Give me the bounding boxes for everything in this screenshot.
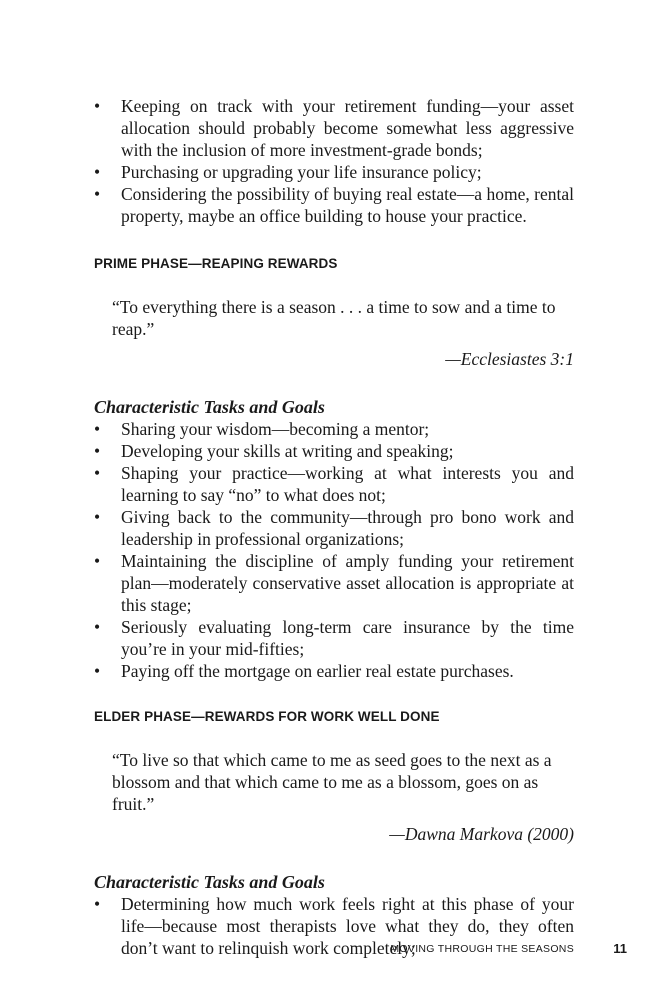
list-item xyxy=(94,616,574,660)
list-item-text: Determining how much work feels right at this phase of your life—because most therapists love what they do, they often don’t want to relinquish work completely; xyxy=(121,894,574,958)
list-item xyxy=(94,161,574,183)
list-item xyxy=(94,183,574,227)
page-body xyxy=(94,95,574,959)
bullet-icon: • xyxy=(94,507,101,527)
elder-epigraph-quote: “To live so that which came to me as seed goes to the next as a blossom and that which came to me as a blossom, goes on as fruit.” xyxy=(112,750,552,814)
bullet-icon: • xyxy=(94,661,101,681)
bullet-icon: • xyxy=(94,419,101,439)
list-item-text: Developing your skills at writing and speaking; xyxy=(121,441,454,461)
prime-phase-heading: PRIME PHASE—REAPING REWARDS xyxy=(94,256,338,271)
list-item-text: Considering the possibility of buying real estate—a home, rental property, maybe an office building to house your practice. xyxy=(121,184,574,226)
list-item xyxy=(94,506,574,550)
page-number: 11 xyxy=(613,941,627,956)
list-item-text: Maintaining the discipline of amply funding your retirement plan—moderately conservative asset allocation is appropriate at this stage; xyxy=(121,551,574,615)
list-item-text: Giving back to the community—through pro bono work and leadership in professional organizations; xyxy=(121,507,574,549)
list-item-text: Sharing your wisdom—becoming a mentor; xyxy=(121,419,430,439)
intro-bullet-list xyxy=(94,95,574,227)
list-item-text: Paying off the mortgage on earlier real estate purchases. xyxy=(121,661,514,681)
bullet-icon: • xyxy=(94,894,101,914)
bullet-icon: • xyxy=(94,463,101,483)
list-item-text: Seriously evaluating long-term care insurance by the time you’re in your mid-fifties; xyxy=(121,617,574,659)
elder-tasks-subheading: Characteristic Tasks and Goals xyxy=(94,872,325,892)
bullet-icon: • xyxy=(94,184,101,204)
prime-epigraph-attribution: —Ecclesiastes 3:1 xyxy=(445,349,574,369)
elder-phase-heading: ELDER PHASE—REWARDS FOR WORK WELL DONE xyxy=(94,709,440,724)
bullet-icon: • xyxy=(94,162,101,182)
list-item xyxy=(94,660,574,682)
list-item-text: Keeping on track with your retirement funding—your asset allocation should probably become somewhat less aggressive with the inclusion of more investment-grade bonds; xyxy=(121,96,574,160)
list-item xyxy=(94,550,574,616)
page-footer xyxy=(0,941,666,961)
list-item xyxy=(94,462,574,506)
prime-tasks-subheading: Characteristic Tasks and Goals xyxy=(94,397,325,417)
list-item xyxy=(94,95,574,161)
bullet-icon: • xyxy=(94,617,101,637)
running-title: MOVING THROUGH THE SEASONS xyxy=(390,943,574,955)
list-item-text: Purchasing or upgrading your life insurance policy; xyxy=(121,162,482,182)
list-item xyxy=(94,440,574,462)
prime-epigraph-quote: “To everything there is a season . . . a time to sow and a time to reap.” xyxy=(112,297,556,339)
list-item xyxy=(94,418,574,440)
bullet-icon: • xyxy=(94,551,101,571)
list-item-text: Shaping your practice—working at what interests you and learning to say “no” to what does not; xyxy=(121,463,574,505)
elder-epigraph-attribution: —Dawna Markova (2000) xyxy=(389,824,574,844)
bullet-icon: • xyxy=(94,441,101,461)
prime-tasks-list xyxy=(94,418,574,682)
bullet-icon: • xyxy=(94,96,101,116)
